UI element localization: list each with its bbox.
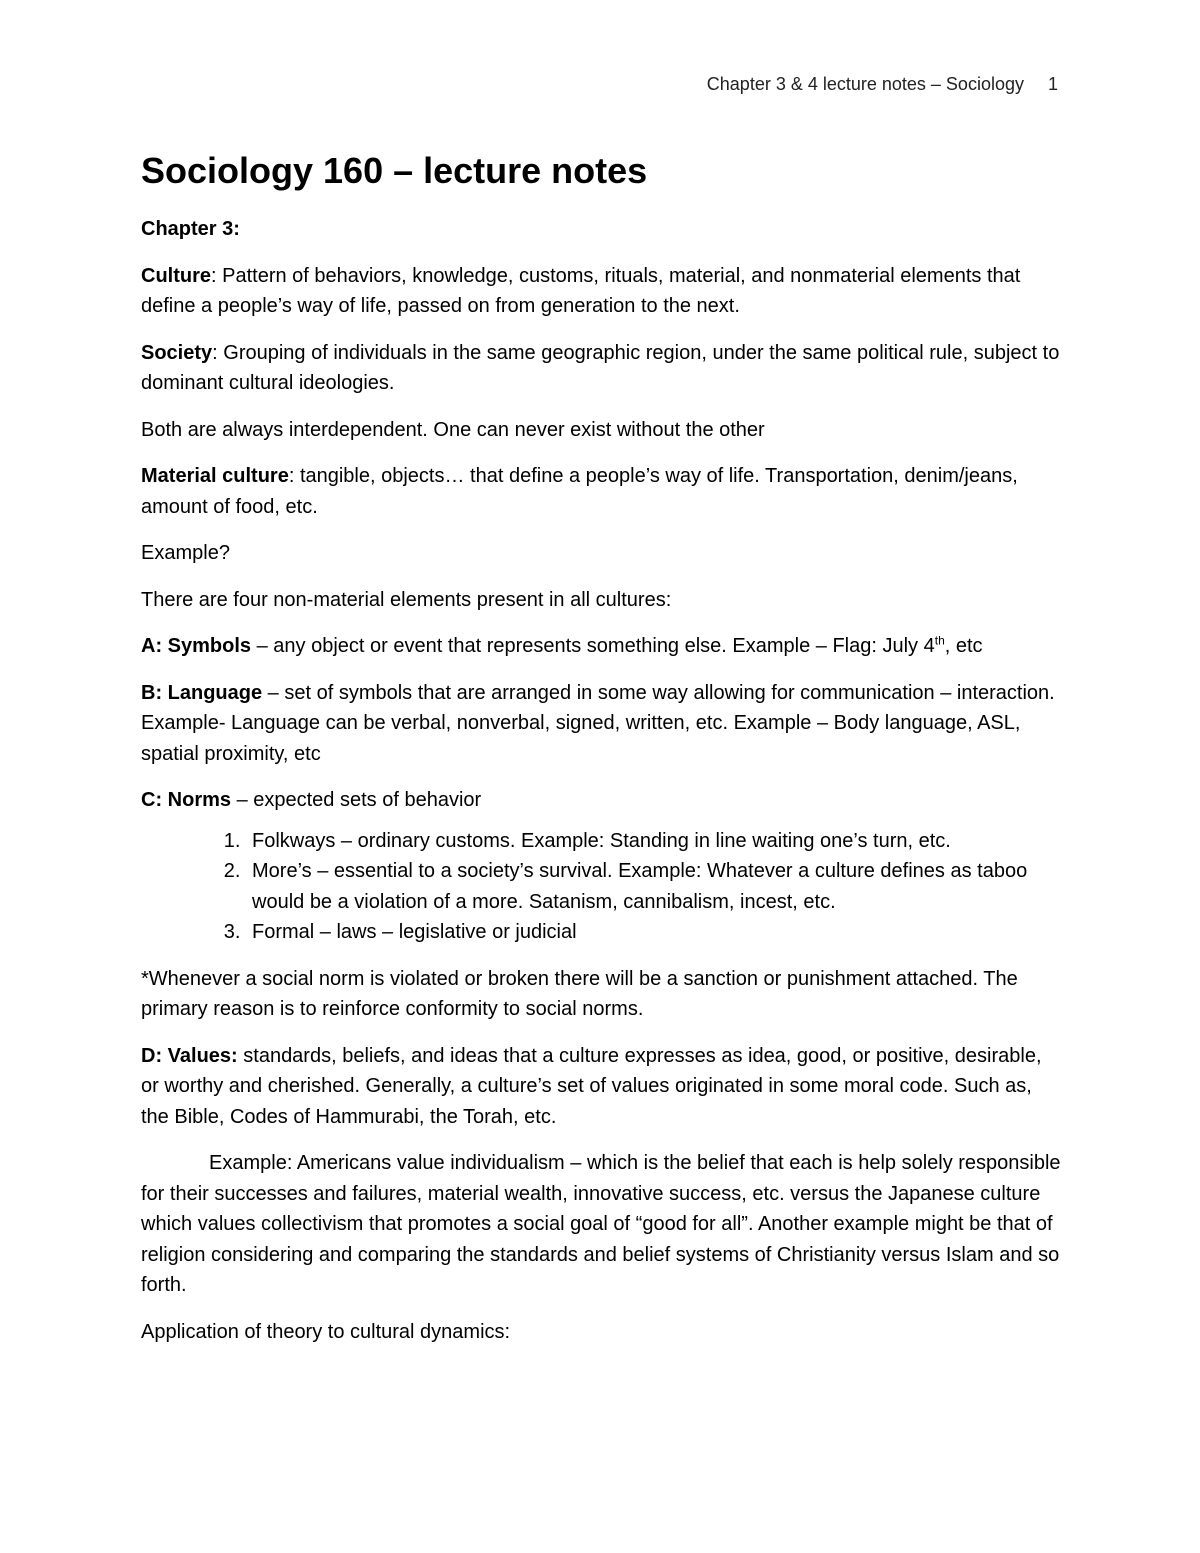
society-definition: Society: Grouping of individuals in the same geographic region, under the same political rule, subject to dominant cultural ideologies. [141, 341, 1060, 394]
values-example: Example: Americans value individualism – which is the belief that each is help solely responsible for their successes and failures, material wealth, innovative success, etc. versus the Japanese culture which values collectivism that promotes a social goal of “good for all”. Another example might be that of religion considering and comparing the standards and belief systems of Christianity versus Islam and so forth. [141, 1152, 1061, 1296]
norms-list [141, 826, 1061, 948]
page-title: Sociology 160 – lecture notes [141, 150, 648, 191]
society-term: Society [141, 341, 213, 364]
language-definition: B: Language – set of symbols that are arranged in some way allowing for communication – interaction. Example- Language can be verbal, nonverbal, signed, written, etc. Example – Body language, ASL, spatial proximity, etc [141, 681, 1055, 765]
norms-definition: C: Norms – expected sets of behavior [141, 789, 482, 811]
header-text: Chapter 3 & 4 lecture notes – Sociology [706, 74, 1024, 94]
four-elements-intro: There are four non-material elements present in all cultures: [141, 588, 672, 611]
symbols-term: A: Symbols [141, 635, 252, 657]
culture-definition: Culture: Pattern of behaviors, knowledge, customs, rituals, material, and nonmaterial elements that define a people’s way of life, passed on from generation to the next. [141, 264, 1021, 317]
material-culture-term: Material culture [141, 465, 289, 487]
list-item: 3. Formal – laws – legislative or judicial [246, 917, 1061, 948]
list-item: 2. More’s – essential to a society’s survival. Example: Whatever a culture defines as taboo would be a violation of a more. Satanism, cannibalism, incest, etc. [246, 856, 1061, 917]
list-item: 1. Folkways – ordinary customs. Example: Standing in line waiting one’s turn, etc. [246, 826, 1061, 857]
material-culture-definition: Material culture: tangible, objects… that define a people’s way of life. Transportation, denim/jeans, amount of food, etc. [141, 465, 1018, 518]
language-term: B: Language [141, 681, 263, 704]
sanction-note: *Whenever a social norm is violated or broken there will be a sanction or punishment attached. The primary reason is to reinforce conformity to social norms. [141, 967, 1018, 1020]
culture-term: Culture [141, 264, 211, 287]
norms-term: C: Norms [141, 789, 232, 811]
symbols-definition: A: Symbols – any object or event that represents something else. Example – Flag: July 4th, etc [141, 633, 983, 657]
page-number: 1 [1047, 74, 1058, 94]
document-body [141, 147, 1061, 1363]
application-heading: Application of theory to cultural dynamics: [141, 1320, 511, 1343]
chapter-heading: Chapter 3: [141, 218, 240, 240]
page-header [707, 74, 1058, 95]
example-question: Example? [141, 542, 230, 564]
values-term: D: Values: [141, 1044, 238, 1067]
values-definition: D: Values: standards, beliefs, and ideas that a culture expresses as idea, good, or positive, desirable, or worthy and cherished. Generally, a culture’s set of values originated in some moral code. Such as, the Bible, Codes of Hammurabi, the Torah, etc. [141, 1044, 1042, 1128]
interdependent-note: Both are always interdependent. One can never exist without the other [141, 418, 765, 441]
